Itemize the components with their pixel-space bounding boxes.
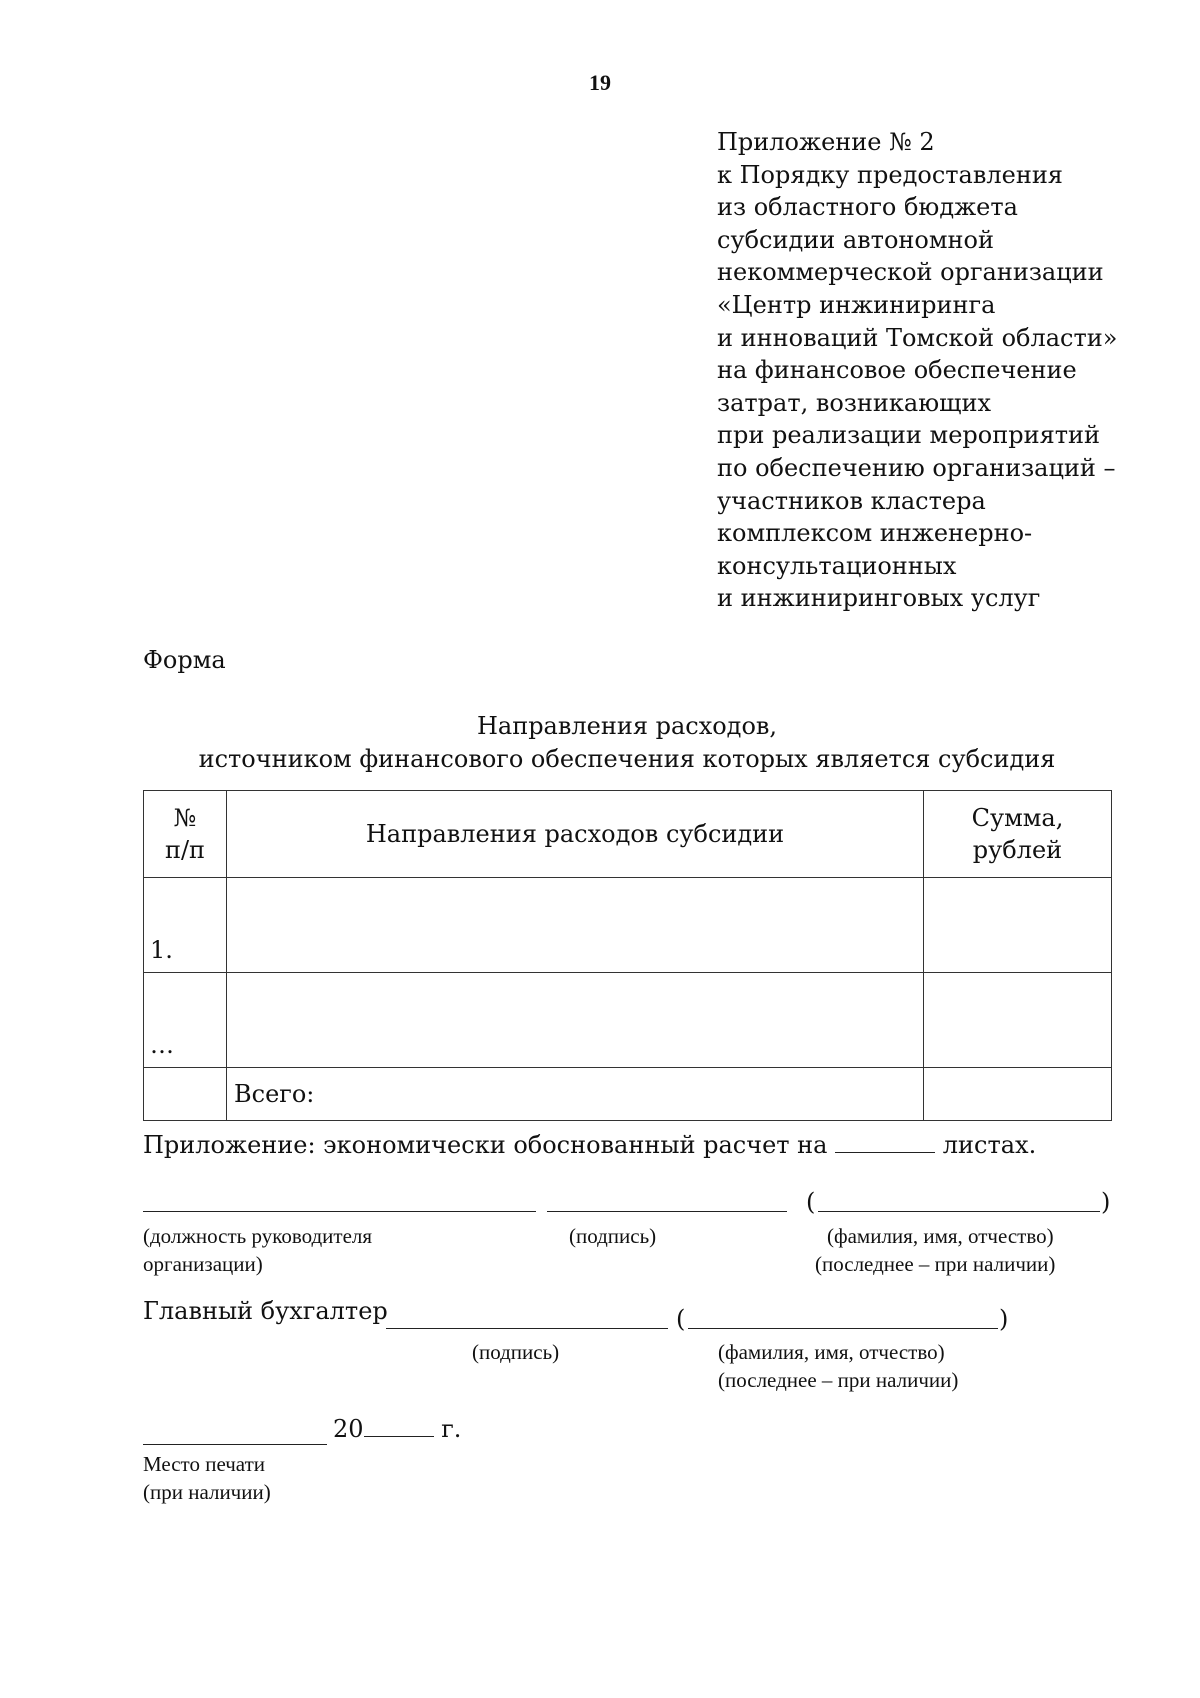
annex-line: некоммерческой организации: [717, 258, 1104, 287]
year-line: [333, 1414, 461, 1443]
annex-line: при реализации мероприятий: [717, 421, 1101, 450]
full-name-caption-line-1: (фамилия, имя, отчество): [827, 1224, 1054, 1248]
annex-line: комплексом инженерно-: [717, 519, 1033, 548]
open-paren: (: [806, 1188, 816, 1216]
attachment-prefix: Приложение: экономически обоснованный расчет на: [143, 1131, 828, 1159]
table-title-line-1: Направления расходов,: [476, 712, 778, 740]
close-paren: ): [1101, 1188, 1111, 1216]
attachment-suffix: листах.: [942, 1131, 1037, 1159]
row-direction-cell[interactable]: [227, 973, 924, 1068]
date-blank[interactable]: [143, 1444, 327, 1445]
chief-accountant-label: Главный бухгалтер: [143, 1297, 388, 1325]
position-caption-line-1: (должность руководителя: [143, 1224, 373, 1248]
sheet-count-blank[interactable]: [835, 1130, 935, 1153]
annex-line: и инноваций Томской области»: [717, 323, 1118, 352]
total-number-cell: [144, 1068, 227, 1121]
annex-line: «Центр инжиниринга: [717, 290, 996, 319]
year-suffix: г.: [441, 1415, 462, 1443]
stamp-note-line-2: (при наличии): [143, 1480, 271, 1504]
header-direction: Направления расходов субсидии: [227, 791, 924, 878]
total-label: Всего:: [227, 1068, 924, 1121]
position-caption-line-2: организации): [143, 1252, 263, 1276]
annex-line: затрат, возникающих: [717, 388, 991, 417]
year-blank[interactable]: [364, 1414, 434, 1437]
header-number: [144, 791, 227, 878]
total-sum-cell[interactable]: [924, 1068, 1112, 1121]
annex-line: на финансовое обеспечение: [717, 356, 1077, 385]
row-direction-cell[interactable]: [227, 878, 924, 973]
accountant-name-caption-line-1: (фамилия, имя, отчество): [718, 1340, 945, 1364]
position-blank[interactable]: [143, 1211, 536, 1212]
stamp-note-line-1: Место печати: [143, 1452, 266, 1476]
table-row: [144, 878, 1112, 973]
accountant-signature-blank[interactable]: [386, 1328, 668, 1329]
accountant-name-caption-line-2: (последнее – при наличии): [718, 1368, 959, 1392]
header-sum-line-2: рублей: [972, 836, 1063, 864]
table-title: [143, 710, 1111, 776]
annex-line: и инжиниринговых услуг: [717, 584, 1041, 613]
annex-line: по обеспечению организаций –: [717, 453, 1116, 482]
row-number: 1.: [144, 878, 227, 973]
accountant-name-caption: [718, 1338, 958, 1394]
full-name-blank[interactable]: [818, 1211, 1100, 1212]
row-sum-cell[interactable]: [924, 878, 1112, 973]
annex-line: к Порядку предоставления: [717, 160, 1063, 189]
attachment-line: [143, 1130, 1036, 1159]
annex-line: субсидии автономной: [717, 225, 994, 254]
accountant-signature-caption: (подпись): [472, 1340, 560, 1364]
full-name-caption-line-2: (последнее – при наличии): [815, 1252, 1056, 1276]
table-row: [144, 973, 1112, 1068]
accountant-name-blank[interactable]: [688, 1328, 998, 1329]
row-sum-cell[interactable]: [924, 973, 1112, 1068]
year-prefix: 20: [333, 1415, 364, 1443]
annex-heading: [717, 126, 1117, 615]
accountant-open-paren: (: [676, 1305, 686, 1333]
header-number-line-2: п/п: [164, 836, 206, 864]
full-name-caption: [815, 1222, 1055, 1278]
table-header-row: [144, 791, 1112, 878]
signature-caption: (подпись): [569, 1224, 657, 1248]
form-label: Форма: [143, 646, 226, 674]
header-sum: [924, 791, 1112, 878]
annex-line: консультационных: [717, 551, 957, 580]
signature-blank[interactable]: [547, 1211, 787, 1212]
row-number: …: [144, 973, 227, 1068]
annex-line: Приложение № 2: [717, 128, 935, 156]
header-sum-line-1: Сумма,: [971, 804, 1064, 832]
page-number: 19: [589, 70, 611, 95]
stamp-note: [143, 1450, 271, 1506]
table-title-line-2: источником финансового обеспечения которых является субсидия: [198, 745, 1056, 773]
expenses-table: [143, 790, 1112, 1121]
accountant-close-paren: ): [999, 1305, 1009, 1333]
annex-line: участников кластера: [717, 486, 986, 515]
position-caption: [143, 1222, 372, 1278]
annex-line: из областного бюджета: [717, 193, 1018, 222]
table-total-row: [144, 1068, 1112, 1121]
header-number-line-1: №: [173, 804, 197, 832]
